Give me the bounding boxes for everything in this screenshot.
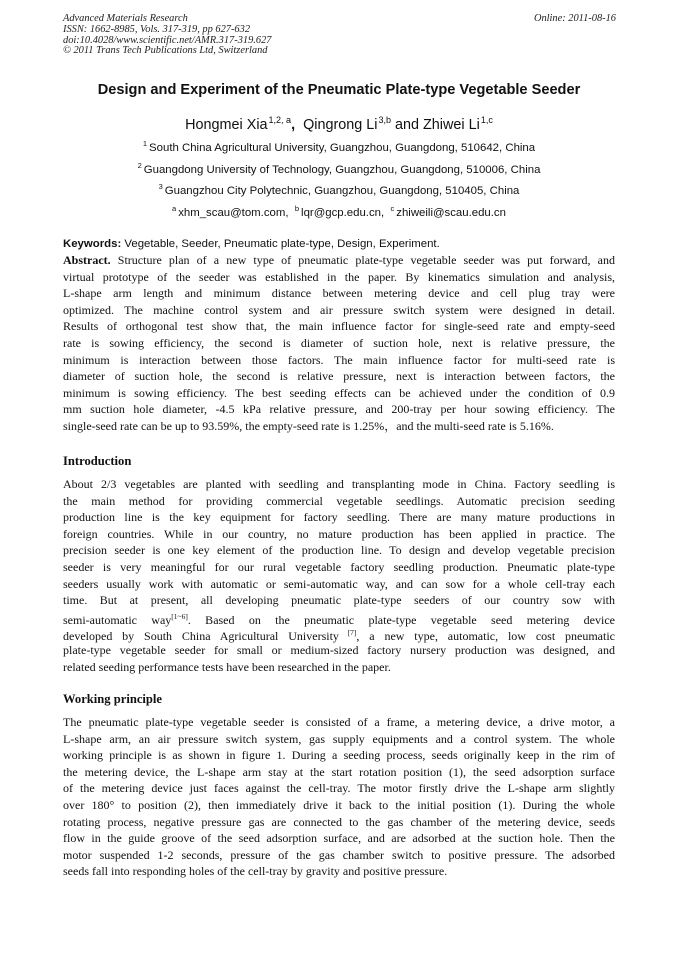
affiliation-text: Guangzhou City Polytechnic, Guangzhou, Guangdong, 510405, China bbox=[164, 185, 520, 197]
intro-line: foreign countries. While in our country, no mature production has been applied in practice. The bbox=[63, 526, 615, 541]
abstract-line bbox=[63, 252, 615, 269]
email-sup: b bbox=[294, 204, 300, 213]
email-sup: a bbox=[172, 204, 177, 213]
author-sup: 1,c bbox=[480, 115, 493, 125]
working-principle-body bbox=[63, 714, 615, 880]
wp-line: flow in the guide groove of the seed adsorption surface, and are adsorbed at the suction hole. Then the bbox=[63, 831, 615, 846]
abstract-line: diameter of suction hole, the second is relative pressure, next is interaction between factors, the bbox=[63, 369, 615, 384]
abstract-line: rate is sowing efficiency, the second is diameter of suction hole, next is relative pressure, the bbox=[63, 335, 615, 350]
intro-line: the main method for providing commercial vegetable seedlings. Automatic precision seeding bbox=[63, 493, 615, 508]
wp-line: the metering device, the L-shape arm stay at the start rotation position (1), the seed adsorption surface bbox=[63, 764, 615, 779]
affiliation-text: Guangdong University of Technology, Guangzhou, Guangdong, 510006, China bbox=[143, 164, 541, 176]
author-sep: and bbox=[391, 117, 420, 133]
intro-text: . Based on the pneumatic plate-type vegetable seed metering device bbox=[187, 612, 615, 627]
intro-text: semi-automatic way bbox=[63, 612, 172, 627]
affiliation-1 bbox=[0, 139, 678, 154]
paper-title: Design and Experiment of the Pneumatic Plate-type Vegetable Seeder bbox=[97, 82, 581, 98]
abstract-line: virtual prototype of the seeder was established in the paper. By kinematics simulation and analysis, bbox=[63, 269, 615, 284]
abstract bbox=[63, 252, 615, 435]
affiliation-2 bbox=[0, 161, 678, 176]
keywords-text: Vegetable, Seeder, Pneumatic plate-type, Design, Experiment. bbox=[124, 238, 440, 250]
abstract-text: Structure plan of a new type of pneumatic plate-type vegetable seeder was put forward, and bbox=[117, 253, 615, 267]
keywords-label: Keywords: bbox=[63, 238, 122, 250]
doi-line: doi:10.4028/www.scientific.net/AMR.317-319.627 bbox=[63, 34, 272, 46]
intro-text: developed by South China Agricultural University bbox=[63, 629, 339, 644]
wp-line: The pneumatic plate-type vegetable seeder is consisted of a frame, a metering device, a drive motor, a bbox=[63, 715, 615, 729]
intro-line: production line is the key equipment for factory seedling. There are many mature productions in bbox=[63, 510, 615, 525]
author-name: Hongmei Xia bbox=[185, 117, 268, 133]
working-principle-heading: Working principle bbox=[63, 692, 163, 706]
author-sup: 3,b bbox=[378, 115, 391, 125]
abstract-line: optimized. The machine control system and air pressure switch system were designed in detail. bbox=[63, 302, 615, 317]
abstract-line: mm suction hole diameter, -4.5 kPa relative pressure, and 200-tray per hour sowing efficiency. The bbox=[63, 402, 615, 417]
copyright-line: © 2011 Trans Tech Publications Ltd, Switzerland bbox=[63, 45, 268, 57]
wp-line: L-shape arm, an air pressure switch system, gas supply equipments and a control system. The whole bbox=[63, 731, 615, 746]
introduction-body bbox=[63, 476, 615, 675]
abstract-line: minimum is interaction between those factors. The main influence factor for multi-seed rate is bbox=[63, 352, 615, 367]
intro-line: seeder is very meaningful for our rural vegetable factory seedling production. Pneumatic plate-type bbox=[63, 559, 615, 574]
intro-text: , a new type, automatic, low cost pneumatic bbox=[356, 629, 616, 644]
citation-ref: [1~6] bbox=[171, 611, 188, 621]
intro-line: plate-type vegetable seeder for small or medium-sized factory nursery production was designed, and bbox=[63, 642, 615, 657]
affiliation-sup: 3 bbox=[158, 182, 163, 191]
email-line bbox=[0, 204, 678, 219]
abstract-line: L-shape arm length and minimum distance between metering device and cell plug tray were bbox=[63, 286, 615, 301]
keywords bbox=[63, 238, 615, 250]
journal-header bbox=[63, 14, 271, 57]
email-text: zhiweili@scau.edu.cn bbox=[396, 207, 506, 219]
wp-line: over 180° to position (2), then immediately drive it back to the initial position (1). During the whole bbox=[63, 797, 615, 812]
author-list bbox=[0, 115, 678, 133]
issn-line: ISSN: 1662-8985, Vols. 317-319, pp 627-632 bbox=[63, 23, 251, 35]
wp-line: motor suspended 1-2 seconds, pressure of the gas chamber switch to positive pressure. The adsorbed bbox=[63, 847, 615, 862]
affiliation-text: South China Agricultural University, Guangzhou, Guangdong, 510642, China bbox=[149, 142, 536, 154]
intro-line: related seeding performance tests have been researched in the paper. bbox=[63, 659, 391, 674]
wp-line: working principle is as shown in figure 1. During a seeding process, seeds originally keep in the rim of bbox=[63, 748, 615, 763]
intro-line bbox=[63, 609, 615, 626]
author-sep: , bbox=[291, 117, 296, 133]
author-sup: 1,2, a bbox=[268, 115, 292, 125]
introduction-heading: Introduction bbox=[63, 454, 132, 468]
email-sup: c bbox=[390, 204, 395, 213]
wp-line: rotating process, negative pressure gas are connected to the gas chamber of the metering device, seeds bbox=[63, 814, 615, 829]
affiliation-sup: 1 bbox=[142, 139, 148, 148]
intro-line: precision seeder is one key element of the production line. To design and develop vegetable precision bbox=[63, 543, 615, 558]
journal-name: Advanced Materials Research bbox=[63, 13, 188, 24]
affiliation-3 bbox=[0, 182, 678, 197]
online-date: Online: 2011-08-16 bbox=[533, 13, 616, 24]
intro-line: About 2/3 vegetables are planted with seedling and transplanting mode in China. Factory seedling is bbox=[63, 477, 615, 491]
email-text: xhm_scau@tom.com, bbox=[178, 207, 289, 219]
abstract-line: Results of orthogonal test show that, the main influence factor for single-seed rate and empty-seed bbox=[63, 319, 615, 334]
author-name: Qingrong Li bbox=[303, 117, 378, 133]
abstract-label: Abstract. bbox=[63, 253, 111, 267]
citation-ref: [7] bbox=[338, 628, 357, 638]
intro-line: time. But at present, all developing pneumatic plate-type seeders of our country sow with bbox=[63, 593, 615, 608]
wp-line: seeds fall into responding holes of the cell-tray by gravity and positive pressure. bbox=[63, 864, 448, 879]
author-name: Zhiwei Li bbox=[423, 117, 480, 133]
email-text: lqr@gcp.edu.cn, bbox=[301, 207, 385, 219]
intro-line: seeders usually work with automatic or semi-automatic way, and can sow for a whole cell-tray each bbox=[63, 576, 615, 591]
wp-line: of the metering device just faces against the cell-tray. The motor firstly drive the L-shape arm slightly bbox=[63, 781, 615, 796]
abstract-line: single-seed rate can be up to 93.59%, the empty-seed rate is 1.25%，and the multi-seed rate is 5.16%. bbox=[63, 418, 554, 433]
abstract-line: minimum is sowing efficiency. The best seeding effects can be achieved under the condition of 0.9 bbox=[63, 385, 615, 400]
affiliation-sup: 2 bbox=[137, 161, 142, 170]
intro-line bbox=[63, 625, 615, 642]
